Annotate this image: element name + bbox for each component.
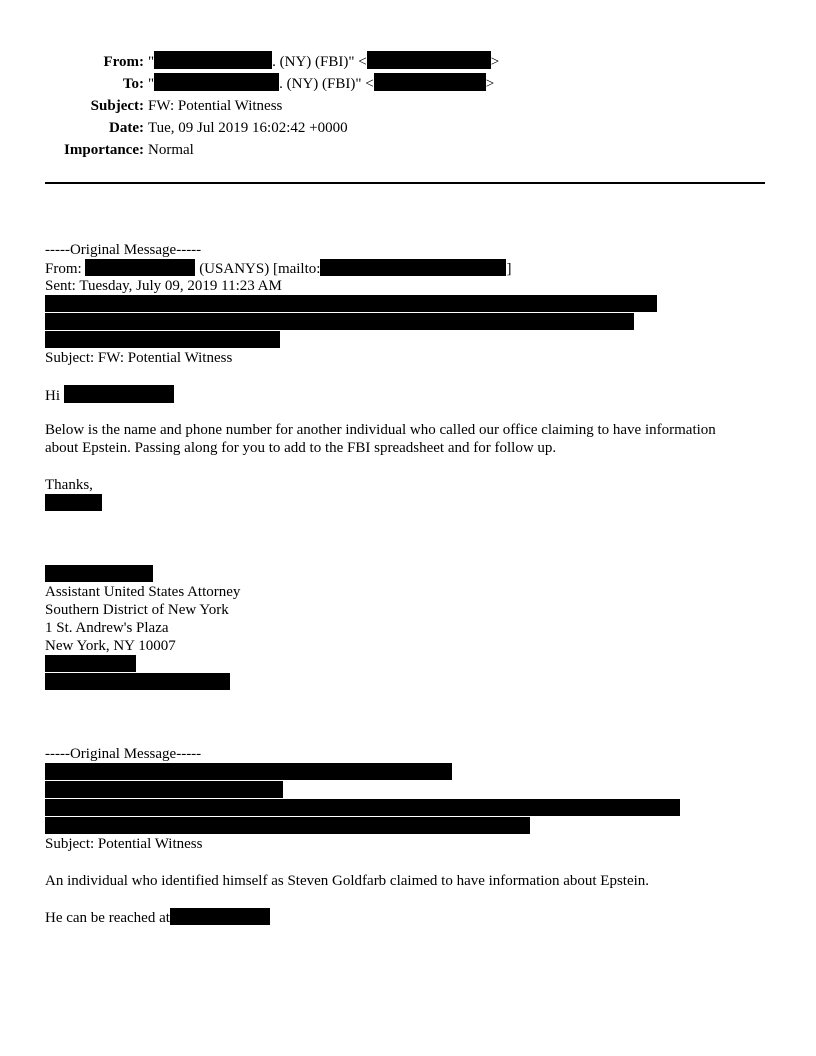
date-value: Tue, 09 Jul 2019 16:02:42 +0000 (148, 120, 348, 136)
header-to-row (0, 73, 800, 95)
redaction (45, 673, 230, 690)
redaction (45, 655, 136, 672)
redaction (45, 565, 153, 582)
signature-title: Assistant United States Attorney (45, 584, 241, 600)
signature-district: Southern District of New York (45, 602, 229, 618)
header-subject-row (0, 95, 800, 117)
redaction (45, 313, 634, 330)
redaction (45, 295, 657, 312)
to-label: To: (122, 76, 144, 92)
redaction (45, 331, 280, 348)
original-subject-line: Subject: Potential Witness (45, 836, 203, 852)
body-paragraph-line: Below is the name and phone number for another individual who called our office claiming to have information (45, 422, 716, 438)
to-value: " . (NY) (FBI)" < > (148, 73, 494, 95)
redaction (45, 799, 680, 816)
importance-value: Normal (148, 142, 194, 158)
signature-address: New York, NY 10007 (45, 638, 176, 654)
redaction (154, 73, 279, 91)
original-from-line: From: (USANYS) [mailto: ] (45, 261, 512, 277)
redaction (320, 259, 506, 276)
redaction (367, 51, 491, 69)
subject-value: FW: Potential Witness (148, 98, 283, 114)
greeting: Hi (45, 385, 174, 405)
header-from-row (0, 51, 800, 73)
redaction (64, 385, 174, 403)
original-subject-line: Subject: FW: Potential Witness (45, 350, 233, 366)
redaction (154, 51, 272, 69)
redaction (45, 494, 102, 511)
redaction (45, 781, 283, 798)
contact-line: He can be reached at (45, 908, 270, 927)
subject-label: Subject: (90, 98, 144, 114)
original-sent-line: Sent: Tuesday, July 09, 2019 11:23 AM (45, 278, 282, 294)
body-paragraph-line: about Epstein. Passing along for you to add to the FBI spreadsheet and for follow up. (45, 440, 557, 456)
header-importance-row (0, 139, 800, 161)
from-value: " . (NY) (FBI)" < > (148, 51, 499, 73)
importance-label: Importance: (64, 142, 144, 158)
original-message-separator: -----Original Message----- (45, 242, 202, 258)
date-label: Date: (109, 120, 144, 136)
header-divider (45, 182, 765, 184)
body-paragraph-line: An individual who identified himself as Steven Goldfarb claimed to have information about Epstein. (45, 873, 650, 889)
header-date-row (0, 117, 800, 139)
redaction (45, 817, 530, 834)
from-label: From: (103, 54, 144, 70)
redaction (85, 259, 195, 276)
closing: Thanks, (45, 477, 93, 493)
signature-address: 1 St. Andrew's Plaza (45, 620, 169, 636)
redaction (45, 763, 452, 780)
redaction (374, 73, 486, 91)
original-message-separator: -----Original Message----- (45, 746, 202, 762)
redaction (170, 908, 270, 925)
